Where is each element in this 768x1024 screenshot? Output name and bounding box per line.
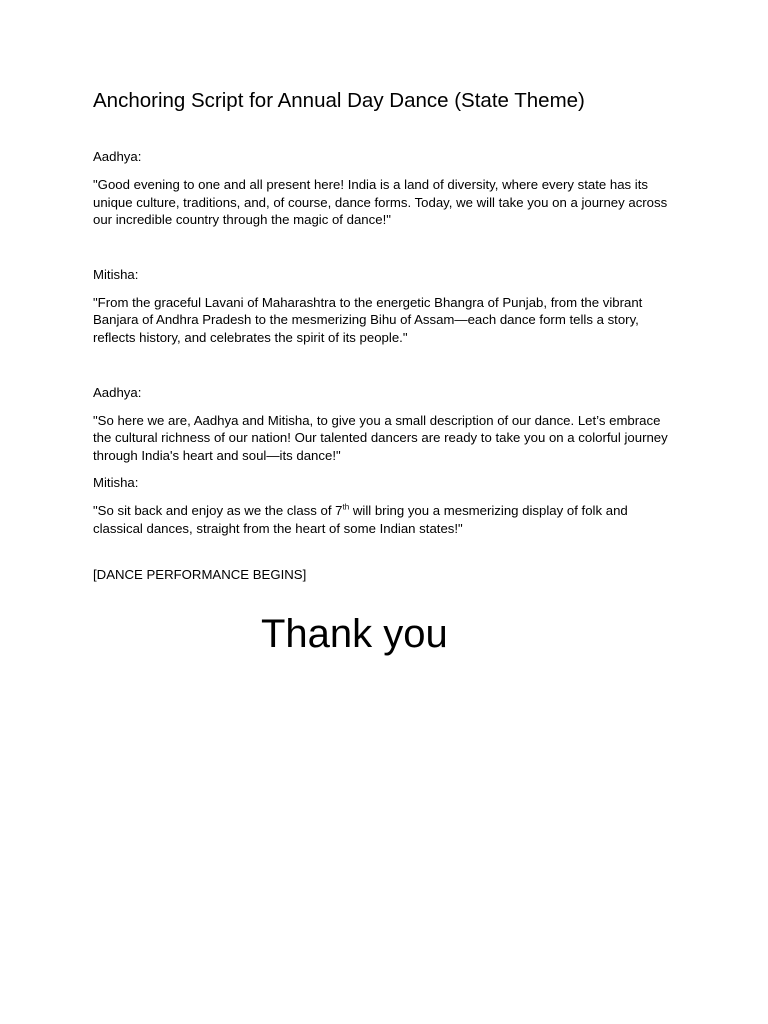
- dialogue-text: "Good evening to one and all present here! India is a land of diversity, where every state has its unique culture, traditions, and, of course, dance forms. Today, we will take you on a journey across our incredible country through the magic of dance!": [93, 177, 668, 228]
- dialogue-block: [93, 148, 678, 229]
- stage-direction: [DANCE PERFORMANCE BEGINS]: [93, 566, 307, 582]
- spacer: [93, 538, 678, 566]
- dialogue-text: "From the graceful Lavani of Maharashtra to the energetic Bhangra of Punjab, from the vibrant Banjara of Andhra Pradesh to the mesmerizing Bihu of Assam—each dance form tells a story, reflects history, and celebrates the spirit of its people.": [93, 294, 643, 345]
- dialogue-block: [93, 474, 678, 537]
- speaker-label: Mitisha:: [93, 266, 139, 282]
- speaker-label: Aadhya:: [93, 384, 142, 400]
- speaker-label: Aadhya:: [93, 149, 142, 164]
- dialogue-block: [93, 266, 678, 347]
- dialogue-text-end: will bring you a mesmerizing display of folk and classical dances, straight from the heart of some Indian states!": [93, 503, 628, 536]
- document-title: Anchoring Script for Annual Day Dance (State Theme): [93, 89, 585, 112]
- dialogue-block: [93, 384, 678, 465]
- spacer: [93, 347, 678, 384]
- speaker-label: Mitisha:: [93, 475, 139, 491]
- dialogue-text: [93, 502, 678, 537]
- dialogue-text: "So here we are, Aadhya and Mitisha, to give you a small description of our dance. Let’s embrace the cultural richness of our nation! Our talented dancers are ready to take you on a colorful journey through India's heart and soul—its dance!": [93, 412, 668, 463]
- document-body: [93, 87, 678, 584]
- dialogue-text-start: "So sit back and enjoy as we the class of 7: [93, 503, 343, 519]
- closing-thank-you: Thank you: [261, 612, 448, 656]
- spacer: [93, 464, 678, 474]
- ordinal-superscript: th: [342, 502, 350, 512]
- spacer: [93, 229, 678, 266]
